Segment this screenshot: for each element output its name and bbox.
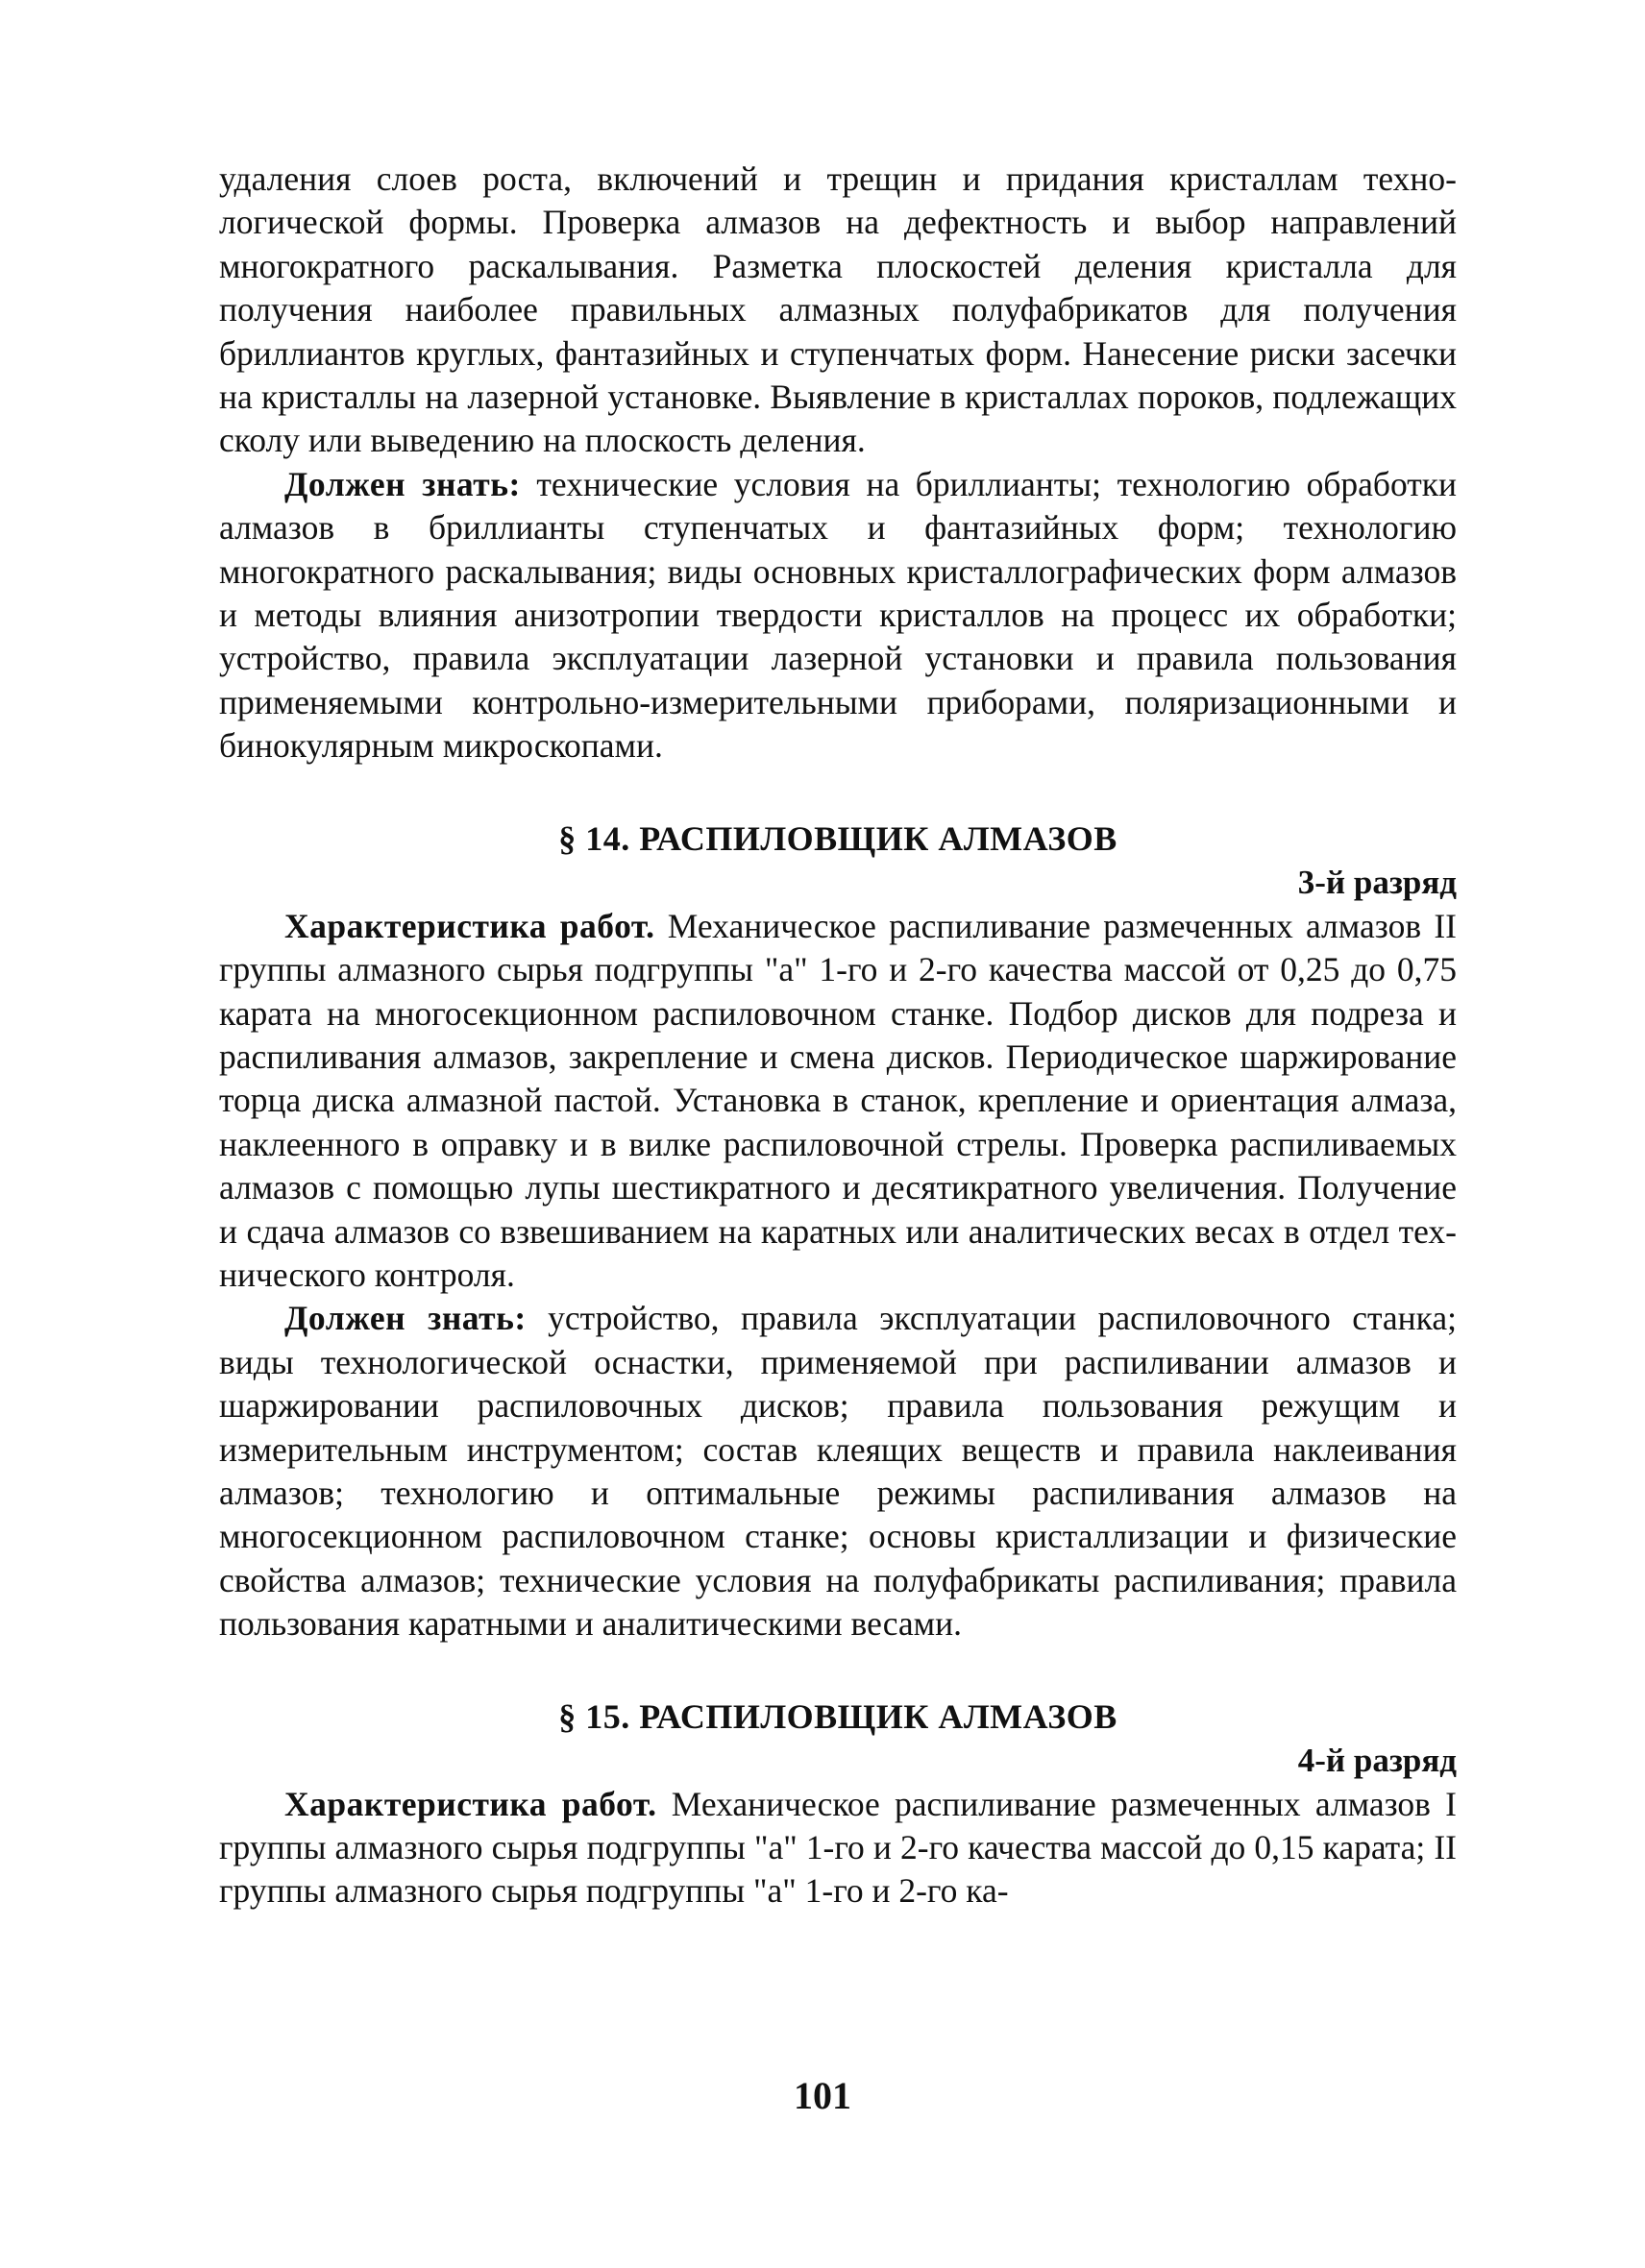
must-know-text: устройство, правила эксплуатации распиловочного станка; виды технологической оснастки, применяемой при распиливании алмазов и шаржировании распиловочных дисков; правила пользования режущим и измерительным инструментом; состав клеящих веществ и правила наклеивания алмазов; технологию и оптимальные режимы распиливания алмазов на многосекционном распиловочном станке; основы кристаллизации и физические свойства алмазов; технические условия на полуфабрикаты распиливания; правила пользования каратными и аналитическими весами.: [219, 1299, 1457, 1644]
paragraph-continuation: удаления слоев роста, включений и трещин и придания кристаллам технологической формы. Проверка алмазов на дефектность и выбор направлений многократного раскалывания. Разметка плоскостей деления кристалла для получения наиболее правильных алмазных полуфабрикатов для получения бриллиантов круглых, фантазийных и ступенчатых форм. Нанесение риски засечки на кристаллы на лазерной установке. Выявление в кристаллах пороков, подлежащих сколу или выведению на плоскость деления.: [219, 159, 1457, 460]
section-14-heading: § 14. РАСПИЛОВЩИК АЛМАЗОВ: [558, 818, 1117, 858]
spacer: [219, 1646, 1457, 1695]
section-14-rank: 3-й разряд: [1297, 863, 1457, 901]
term-must-know: Должен знать:: [284, 464, 521, 503]
section-15-characteristics: [219, 1783, 1457, 1914]
term-must-know: Должен знать:: [284, 1299, 527, 1338]
section-14-must-know: [219, 1297, 1457, 1646]
must-know-text: технические условия на бриллианты; технологию обработки алмазов в бриллианты ступенчатых и фантазийных форм; технологию многократного раскалывания; виды основных кристаллографических форм алмазов и методы влияния анизотропии твердости кристаллов на процесс их обработки; устройство, правила эксплуатации лазерной установки и правила пользования применяемыми контрольно-измерительными приборами, поляризационными и бинокулярным микроскопами.: [219, 464, 1457, 766]
term-characteristics: Характеристика работ.: [284, 1784, 657, 1823]
page-number: 101: [794, 2074, 851, 2117]
characteristics-text: Механическое распиливание размеченных алмазов I группы алмазного сырья подгруппы "а" 1-го и 2-го качества массой до 0,15 карата; II группы алмазного сырья подгруппы "а" 1-го и 2-го ка-: [219, 1784, 1457, 1911]
paragraph-must-know: [219, 463, 1457, 768]
term-characteristics: Характеристика работ.: [284, 906, 655, 945]
section-14-characteristics: [219, 905, 1457, 1298]
section-15-rank: 4-й разряд: [1297, 1741, 1457, 1779]
text-column: [219, 158, 1457, 1914]
characteristics-text: Механическое распиливание размеченных алмазов II группы алмазного сырья подгруппы "а" 1-го и 2-го качества массой от 0,25 до 0,75 карата на многосекционном распиловочном станке. Подбор дисков для подреза и распиливания алмазов, закрепление и смена дисков. Периодическое шаржирование торца диска алмазной пастой. Установка в станок, крепление и ориентация алмаза, наклеенного в оправку и в вилке распиловочной стрелы. Проверка распиливаемых алмазов с помощью лупы шестикратного и десятикратного увеличения. Получение и сдача алмазов со взвешиванием на каратных или аналитических весах в отдел технического контроля.: [219, 906, 1457, 1294]
section-15-heading: § 15. РАСПИЛОВЩИК АЛМАЗОВ: [558, 1696, 1117, 1736]
spacer: [219, 768, 1457, 817]
